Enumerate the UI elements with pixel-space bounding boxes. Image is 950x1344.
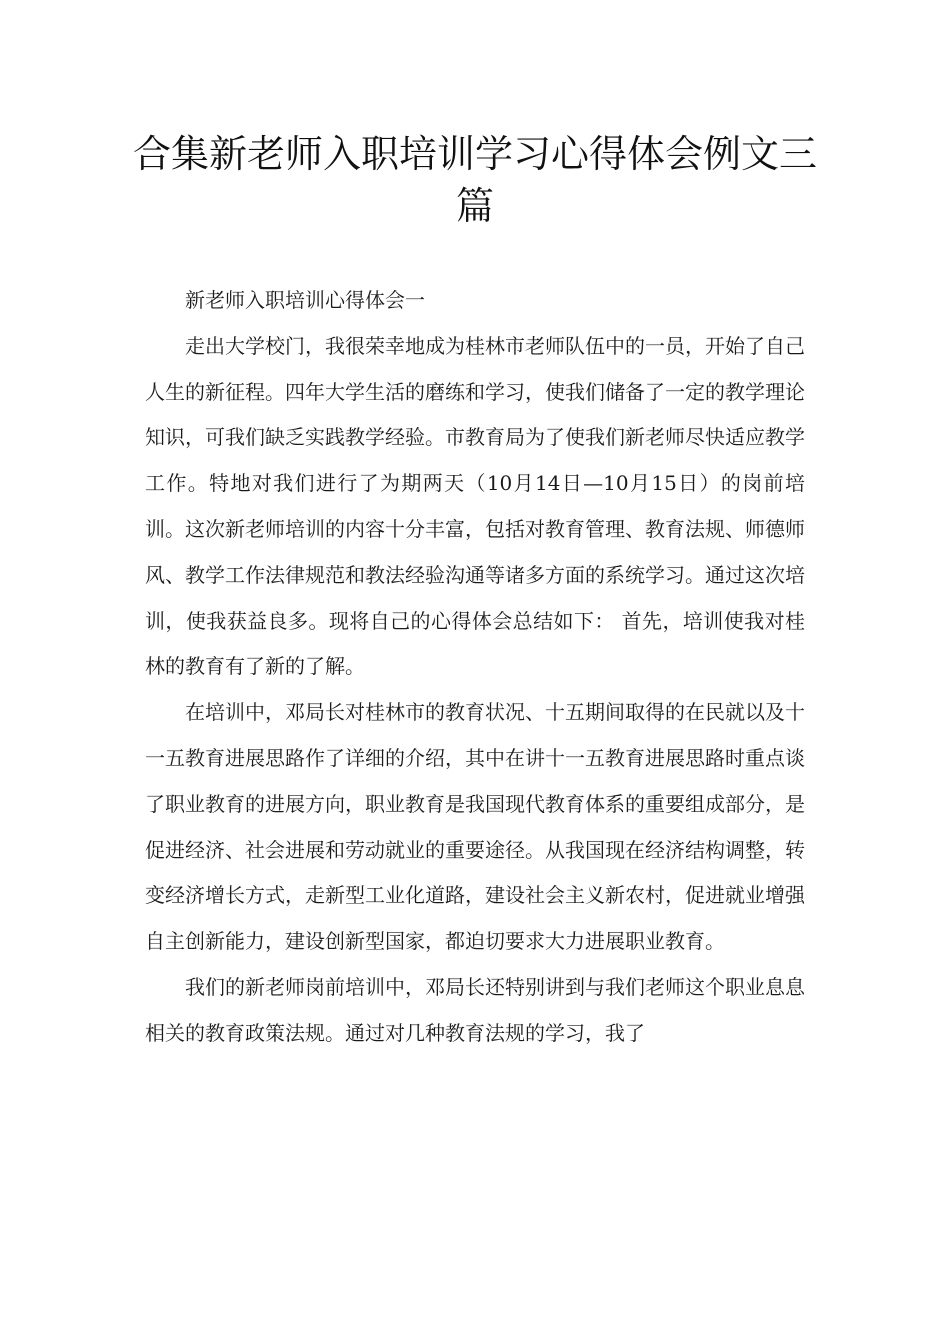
paragraph: 在培训中，邓局长对桂林市的教育状况、十五期间取得的在民就以及十一五教育进展思路作了详细的介绍，其中在讲十一五教育进展思路时重点谈了职业教育的进展方向，职业教育是我国现代教育体系的重要组成部分，是促进经济、社会进展和劳动就业的重要途径。从我国现在经济结构调整，转变经济增长方式，走新型工业化道路，建设社会主义新农村，促进就业增强自主创新能力，建设创新型国家，都迫切要求大力进展职业教育。	[145, 700, 805, 954]
document-body	[145, 278, 805, 1057]
section-heading: 新老师入职培训心得体会一	[185, 288, 425, 312]
document-title: 合集新老师入职培训学习心得体会例文三篇	[132, 132, 817, 228]
paragraph: 走出大学校门，我很荣幸地成为桂林市老师队伍中的一员，开始了自己人生的新征程。四年大学生活的磨练和学习，使我们储备了一定的教学理论知识，可我们缺乏实践教学经验。市教育局为了使我们新老师尽快适应教学工作。特地对我们进行了为期两天（10月14日—10月15日）的岗前培训。这次新老师培训的内容十分丰富，包括对教育管理、教育法规、师德师风、教学工作法律规范和教法经验沟通等诸多方面的系统学习。通过这次培训，使我获益良多。现将自己的心得体会总结如下： 首先，培训使我对桂林的教育有了新的了解。	[145, 333, 805, 679]
paragraph: 我们的新老师岗前培训中，邓局长还特别讲到与我们老师这个职业息息相关的教育政策法规。通过对几种教育法规的学习，我了	[145, 974, 805, 1045]
